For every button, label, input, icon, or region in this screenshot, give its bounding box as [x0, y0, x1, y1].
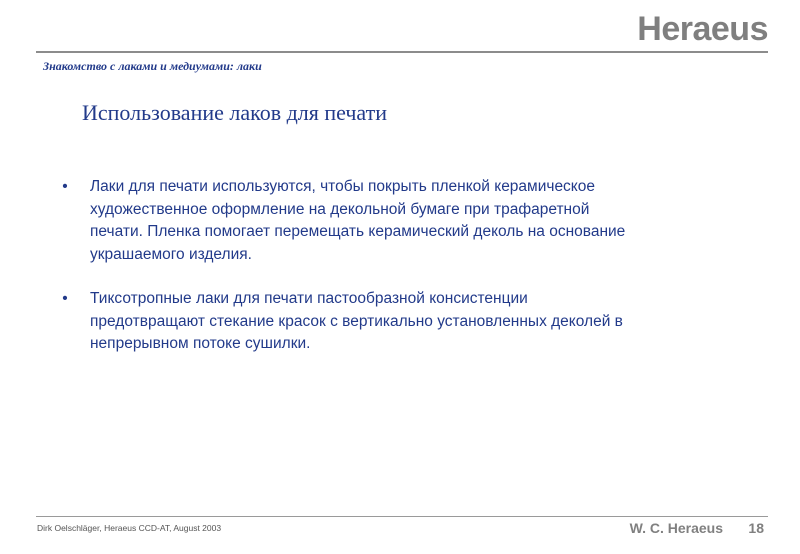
header-divider — [36, 51, 768, 53]
bullet-item — [58, 288, 638, 356]
bullet-text: Лаки для печати используются, чтобы покрыть пленкой керамическое художественное оформление на декольной бумаге при трафаретной печати. Пленка помогает перемещать керамический деколь на основание украшаемого изделия. — [90, 178, 626, 263]
footer-brand: W. C. Heraeus — [629, 520, 723, 536]
bullet-dot: • — [62, 290, 68, 307]
bullet-dot: • — [62, 178, 68, 195]
footer-divider — [36, 516, 768, 517]
bullet-list — [58, 176, 638, 378]
page-number: 18 — [748, 520, 764, 536]
section-title: Знакомство с лаками и медиумами: лаки — [43, 59, 262, 73]
bullet-text: Тиксотропные лаки для печати пастообразной консистенции предотвращают стекание красок с вертикально установленных деколей в непрерывном потоке сушилки. — [90, 290, 623, 352]
heraeus-logo: Heraeus — [637, 10, 768, 48]
bullet-item — [58, 176, 638, 266]
slide-title: Использование лаков для печати — [82, 100, 388, 125]
footer-author-info: Dirk Oelschläger, Heraeus CCD-AT, August 2003 — [37, 523, 222, 533]
